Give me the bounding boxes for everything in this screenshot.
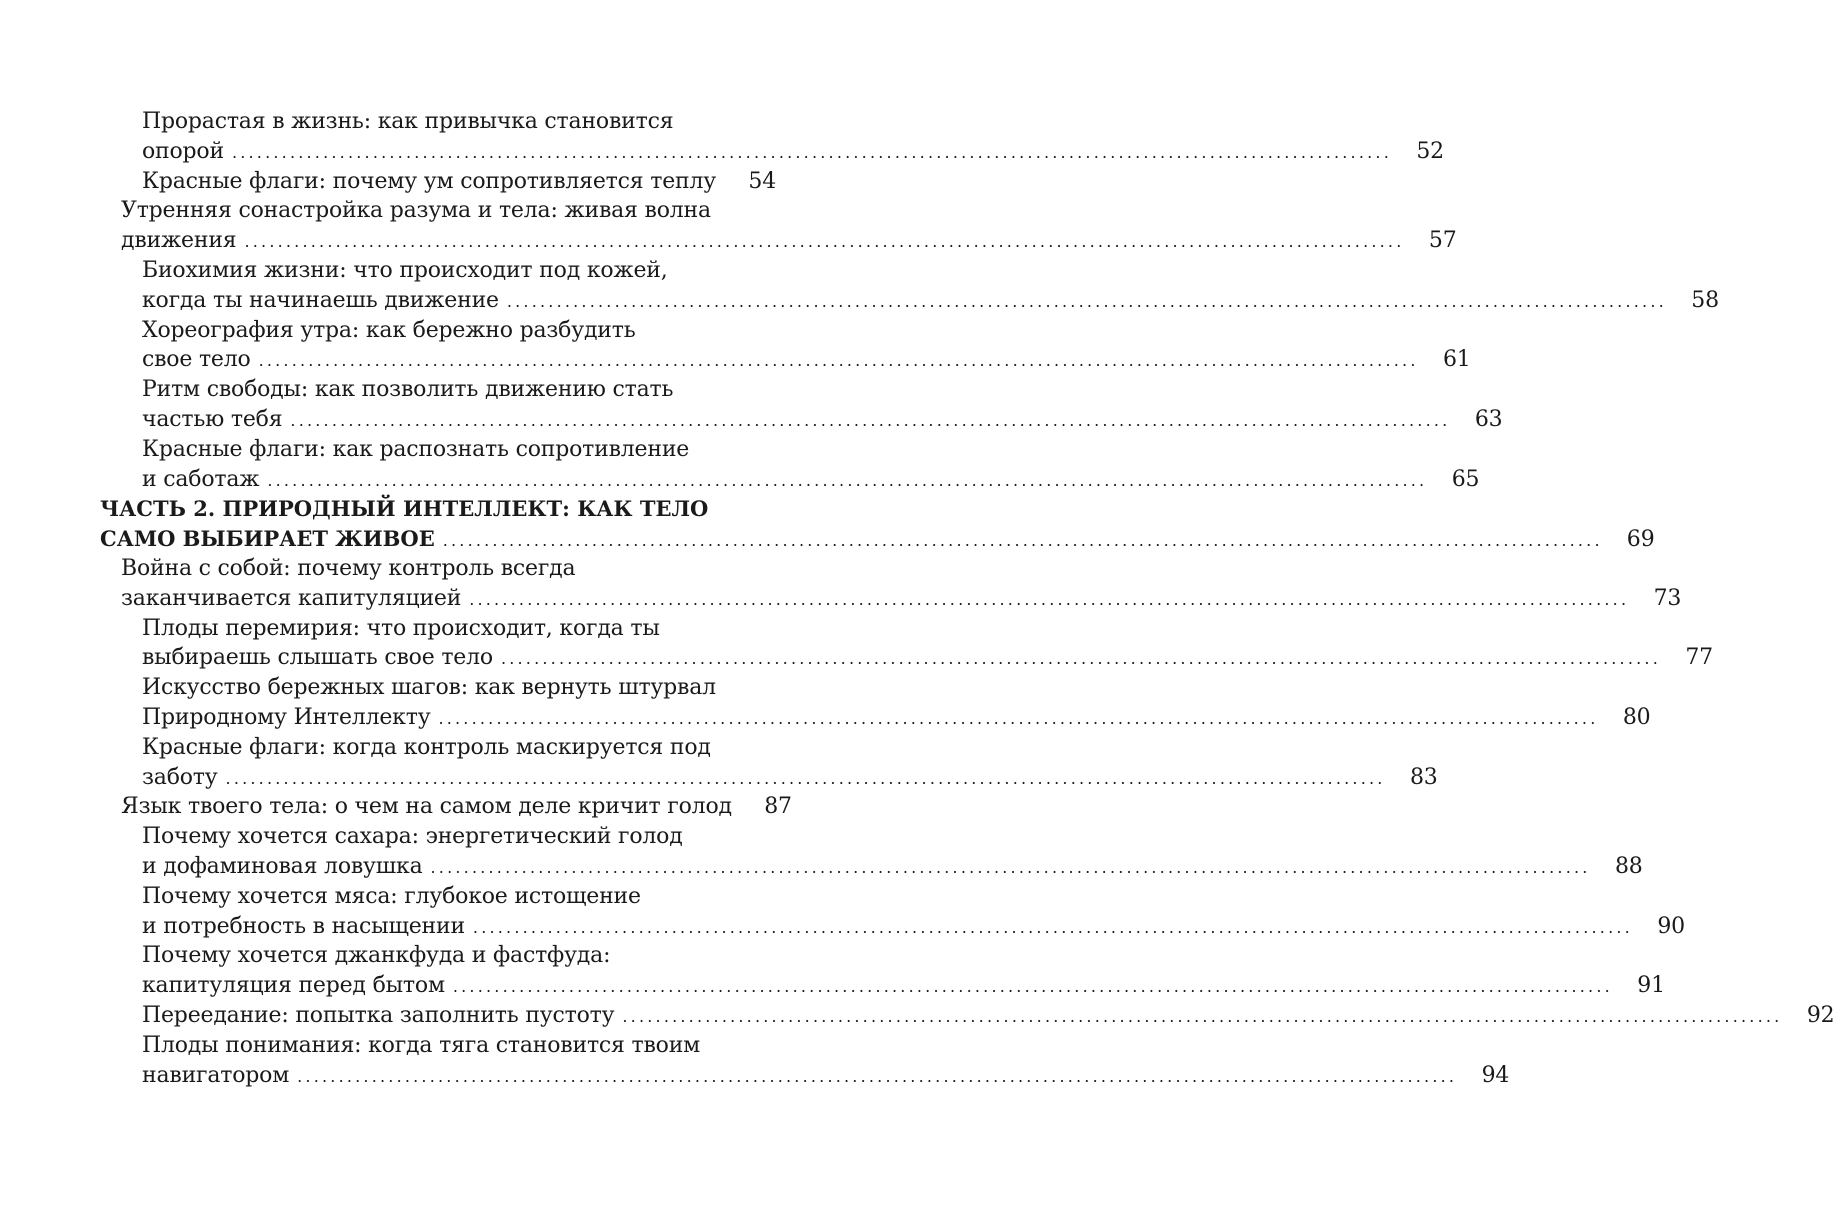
toc-entry-title-line: Красные флаги: как распознать сопротивление xyxy=(142,436,690,462)
dot-leader: ............................................................................................................................................ xyxy=(290,410,1451,430)
toc-entry xyxy=(100,733,1438,794)
toc-entry xyxy=(100,673,1651,734)
toc-page-number: 61 xyxy=(1443,347,1471,373)
dot-leader: ............................................................................................................................................ xyxy=(267,470,1428,490)
toc-entry-title-line: капитуляция перед бытом xyxy=(142,973,445,999)
dot-leader: ............................................................................................................................................ xyxy=(225,768,1386,788)
toc-entry xyxy=(100,256,1719,317)
dot-leader: ............................................................................................................................................ xyxy=(452,977,1613,997)
toc-entry xyxy=(100,882,1685,943)
toc-entry-title-line: и саботаж xyxy=(142,466,260,492)
toc-entry-title-line: Красные флаги: когда контроль маскируется под xyxy=(142,734,711,760)
dot-leader: ............................................................................................................................................ xyxy=(297,1066,1458,1086)
toc-entry xyxy=(100,196,1457,257)
toc-entry xyxy=(100,941,1665,1002)
toc-entry-title-line: заканчивается капитуляцией xyxy=(121,585,462,611)
toc-page-number: 87 xyxy=(764,794,792,820)
toc-entry-title-line: Искусство бережных шагов: как вернуть штурвал xyxy=(142,675,716,701)
dot-leader: ............................................................................................................................................ xyxy=(472,917,1633,937)
dot-leader: ............................................................................................................................................ xyxy=(469,589,1630,609)
toc-entry-title-line: Красные флаги: почему ум сопротивляется теплу xyxy=(142,168,717,194)
toc-page-number: 54 xyxy=(748,168,777,194)
toc-entry-title-line: Плоды перемирия: что происходит, когда ты xyxy=(142,615,660,641)
dot-leader: ............................................................................................................................................ xyxy=(622,1007,1783,1026)
toc-entry-title-line: частью тебя xyxy=(142,406,283,432)
toc-part-heading xyxy=(100,494,1655,556)
toc-entry-title-line: когда ты начинаешь движение xyxy=(142,287,499,313)
toc-entry-title-line: опорой xyxy=(142,138,224,164)
toc-entry xyxy=(100,554,1682,615)
toc-entry-title-line: Переедание: попытка заполнить пустоту xyxy=(142,1003,615,1028)
toc-page-number: 88 xyxy=(1614,853,1643,879)
toc-page-number: 69 xyxy=(1626,527,1655,553)
toc-entry-title-line: Биохимия жизни: что происходит под кожей, xyxy=(142,258,668,283)
toc-entry-title-line: свое тело xyxy=(142,347,251,373)
toc-entry-title-line: Природному Интеллекту xyxy=(142,704,431,730)
dot-leader: ............................................................................................................................................ xyxy=(430,857,1591,877)
toc-page-number: 92 xyxy=(1806,1003,1834,1028)
toc-page-number: 94 xyxy=(1481,1062,1510,1088)
toc-entry-title-line: и дофаминовая ловушка xyxy=(142,853,423,879)
toc-entry-title-line: Язык твоего тела: о чем на самом деле кричит голод xyxy=(121,794,732,820)
dot-leader: ............................................................................................................................................ xyxy=(506,291,1667,311)
dot-leader: ............................................................................................................................................ xyxy=(438,708,1599,728)
toc-entry-title-line: Почему хочется сахара: энергетический голод xyxy=(142,824,683,850)
toc-page-number: 73 xyxy=(1653,585,1682,611)
toc-page-number: 63 xyxy=(1474,406,1503,432)
toc-entry-title-line: ЧАСТЬ 2. ПРИРОДНЫЙ ИНТЕЛЛЕКТ: КАК ТЕЛО xyxy=(100,496,709,522)
toc-entry xyxy=(100,375,1503,436)
toc-page-number: 90 xyxy=(1657,913,1685,939)
toc-entry-title-line: заботу xyxy=(142,764,218,790)
toc-entry-title-line: и потребность в насыщении xyxy=(142,913,465,939)
toc-entry-title-line: навигатором xyxy=(142,1062,290,1088)
toc-entry-title-line: Утренняя сонастройка разума и тела: живая волна xyxy=(121,198,711,224)
toc-page-number: 58 xyxy=(1691,287,1719,313)
toc-entry-title-line: движения xyxy=(121,228,237,254)
toc-entry xyxy=(100,792,792,823)
dot-leader: ............................................................................................................................................ xyxy=(231,142,1392,162)
toc-entry xyxy=(100,316,1471,377)
toc-entry-title-line: Ритм свободы: как позволить движению стать xyxy=(142,377,674,403)
toc-page-number: 77 xyxy=(1685,645,1713,671)
dot-leader: ............................................................................................................................................ xyxy=(442,531,1603,551)
dot-leader: ............................................................................................................................................ xyxy=(244,232,1405,252)
toc-page-number: 57 xyxy=(1428,228,1457,254)
dot-leader: ............................................................................................................................................ xyxy=(258,351,1419,371)
toc-entry-title-line: выбираешь слышать свое тело xyxy=(142,645,493,671)
toc-page-number: 80 xyxy=(1622,704,1651,730)
toc-entry xyxy=(100,1031,1510,1092)
toc-entry-title-line: Прорастая в жизнь: как привычка становится xyxy=(142,109,674,134)
toc-entry xyxy=(100,614,1713,675)
toc-entry-title-line: Плоды понимания: когда тяга становится твоим xyxy=(142,1032,701,1058)
toc-entry-title-line: Война с собой: почему контроль всегда xyxy=(121,556,576,581)
toc-entry-title-line: САМО ВЫБИРАЕТ ЖИВОЕ xyxy=(100,526,435,552)
toc-entry xyxy=(100,435,1480,496)
toc-entry-title-line: Хореография утра: как бережно разбудить xyxy=(142,317,636,343)
toc-page-number: 91 xyxy=(1637,973,1665,999)
toc-page-number: 52 xyxy=(1416,138,1444,164)
toc-entry xyxy=(100,822,1643,883)
toc-entry-title-line: Почему хочется джанкфуда и фастфуда: xyxy=(142,943,611,969)
toc-entry xyxy=(100,107,1444,168)
toc-entry xyxy=(100,167,777,198)
toc-entry-title-line: Почему хочется мяса: глубокое истощение xyxy=(142,883,641,909)
toc-entry xyxy=(100,1001,1834,1032)
dot-leader: ............................................................................................................................................ xyxy=(500,649,1661,669)
toc-page-number: 83 xyxy=(1409,764,1438,790)
toc-page-number: 65 xyxy=(1451,466,1480,492)
